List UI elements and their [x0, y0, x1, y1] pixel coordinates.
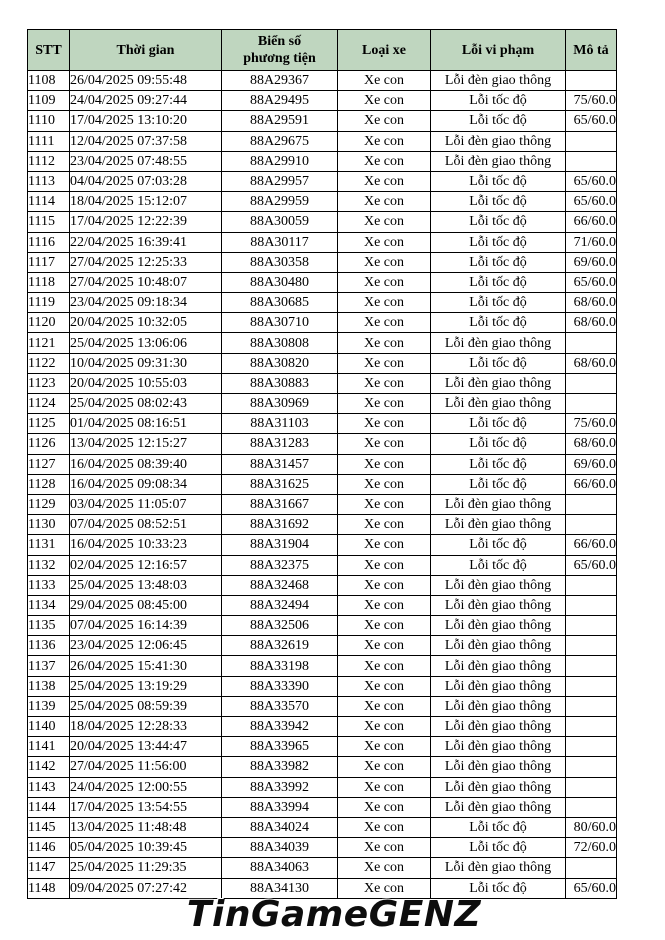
- cell-vehicle-type: Xe con: [338, 717, 431, 737]
- cell-violation: Lỗi tốc độ: [431, 817, 566, 837]
- cell-description: 65/60.0: [566, 878, 617, 898]
- cell-plate: 88A30358: [222, 252, 338, 272]
- cell-stt: 1112: [28, 151, 70, 171]
- cell-time: 16/04/2025 09:08:34: [70, 474, 222, 494]
- cell-vehicle-type: Xe con: [338, 636, 431, 656]
- cell-time: 23/04/2025 07:48:55: [70, 151, 222, 171]
- table-row: [28, 595, 617, 615]
- cell-description: 65/60.0: [566, 555, 617, 575]
- cell-description: 66/60.0: [566, 212, 617, 232]
- cell-vehicle-type: Xe con: [338, 696, 431, 716]
- table-row: [28, 535, 617, 555]
- cell-plate: 88A34024: [222, 817, 338, 837]
- cell-violation: Lỗi đèn giao thông: [431, 71, 566, 91]
- cell-violation: Lỗi tốc độ: [431, 252, 566, 272]
- cell-time: 04/04/2025 07:03:28: [70, 171, 222, 191]
- cell-plate: 88A31904: [222, 535, 338, 555]
- cell-time: 24/04/2025 09:27:44: [70, 91, 222, 111]
- cell-vehicle-type: Xe con: [338, 434, 431, 454]
- cell-plate: 88A30117: [222, 232, 338, 252]
- cell-description: [566, 394, 617, 414]
- cell-stt: 1130: [28, 515, 70, 535]
- cell-time: 23/04/2025 09:18:34: [70, 293, 222, 313]
- table-row: [28, 757, 617, 777]
- cell-vehicle-type: Xe con: [338, 616, 431, 636]
- table-row: [28, 434, 617, 454]
- table-row: [28, 494, 617, 514]
- cell-violation: Lỗi đèn giao thông: [431, 575, 566, 595]
- cell-stt: 1113: [28, 171, 70, 191]
- table-row: [28, 616, 617, 636]
- cell-vehicle-type: Xe con: [338, 474, 431, 494]
- table-row: [28, 111, 617, 131]
- table-row: [28, 171, 617, 191]
- cell-vehicle-type: Xe con: [338, 373, 431, 393]
- cell-time: 24/04/2025 12:00:55: [70, 777, 222, 797]
- table-row: [28, 717, 617, 737]
- cell-vehicle-type: Xe con: [338, 293, 431, 313]
- table-row: [28, 575, 617, 595]
- table-row: [28, 676, 617, 696]
- cell-plate: 88A33994: [222, 797, 338, 817]
- cell-plate: 88A33992: [222, 777, 338, 797]
- cell-stt: 1140: [28, 717, 70, 737]
- cell-vehicle-type: Xe con: [338, 595, 431, 615]
- cell-violation: Lỗi tốc độ: [431, 91, 566, 111]
- cell-time: 01/04/2025 08:16:51: [70, 414, 222, 434]
- table-row: [28, 151, 617, 171]
- cell-stt: 1117: [28, 252, 70, 272]
- cell-violation: Lỗi đèn giao thông: [431, 595, 566, 615]
- cell-violation: Lỗi đèn giao thông: [431, 131, 566, 151]
- cell-violation: Lỗi đèn giao thông: [431, 858, 566, 878]
- cell-violation: Lỗi tốc độ: [431, 474, 566, 494]
- cell-time: 03/04/2025 11:05:07: [70, 494, 222, 514]
- table-row: [28, 212, 617, 232]
- table-row: [28, 232, 617, 252]
- cell-description: 65/60.0: [566, 111, 617, 131]
- cell-stt: 1136: [28, 636, 70, 656]
- cell-description: [566, 333, 617, 353]
- cell-plate: 88A30969: [222, 394, 338, 414]
- cell-violation: Lỗi tốc độ: [431, 434, 566, 454]
- cell-violation: Lỗi tốc độ: [431, 313, 566, 333]
- cell-description: [566, 575, 617, 595]
- cell-vehicle-type: Xe con: [338, 535, 431, 555]
- cell-plate: 88A34063: [222, 858, 338, 878]
- cell-violation: Lỗi đèn giao thông: [431, 333, 566, 353]
- cell-description: 68/60.0: [566, 313, 617, 333]
- cell-violation: Lỗi tốc độ: [431, 878, 566, 898]
- table-row: [28, 696, 617, 716]
- cell-plate: 88A29957: [222, 171, 338, 191]
- cell-vehicle-type: Xe con: [338, 858, 431, 878]
- cell-description: [566, 151, 617, 171]
- cell-stt: 1125: [28, 414, 70, 434]
- cell-stt: 1124: [28, 394, 70, 414]
- cell-time: 26/04/2025 15:41:30: [70, 656, 222, 676]
- cell-vehicle-type: Xe con: [338, 757, 431, 777]
- cell-time: 17/04/2025 13:54:55: [70, 797, 222, 817]
- cell-time: 20/04/2025 13:44:47: [70, 737, 222, 757]
- cell-plate: 88A33942: [222, 717, 338, 737]
- cell-violation: Lỗi tốc độ: [431, 555, 566, 575]
- cell-vehicle-type: Xe con: [338, 777, 431, 797]
- cell-time: 16/04/2025 10:33:23: [70, 535, 222, 555]
- cell-stt: 1145: [28, 817, 70, 837]
- cell-vehicle-type: Xe con: [338, 171, 431, 191]
- cell-violation: Lỗi đèn giao thông: [431, 616, 566, 636]
- cell-vehicle-type: Xe con: [338, 394, 431, 414]
- cell-stt: 1144: [28, 797, 70, 817]
- cell-vehicle-type: Xe con: [338, 353, 431, 373]
- cell-violation: Lỗi đèn giao thông: [431, 394, 566, 414]
- cell-stt: 1122: [28, 353, 70, 373]
- table-body: [28, 71, 617, 899]
- cell-plate: 88A33570: [222, 696, 338, 716]
- cell-description: 69/60.0: [566, 454, 617, 474]
- cell-description: 69/60.0: [566, 252, 617, 272]
- cell-stt: 1109: [28, 91, 70, 111]
- cell-violation: Lỗi đèn giao thông: [431, 696, 566, 716]
- cell-description: 68/60.0: [566, 434, 617, 454]
- cell-stt: 1127: [28, 454, 70, 474]
- cell-description: [566, 616, 617, 636]
- cell-description: 75/60.0: [566, 414, 617, 434]
- cell-vehicle-type: Xe con: [338, 555, 431, 575]
- cell-vehicle-type: Xe con: [338, 575, 431, 595]
- cell-description: [566, 71, 617, 91]
- cell-description: 68/60.0: [566, 293, 617, 313]
- cell-plate: 88A31625: [222, 474, 338, 494]
- cell-time: 13/04/2025 12:15:27: [70, 434, 222, 454]
- table-row: [28, 797, 617, 817]
- cell-plate: 88A30710: [222, 313, 338, 333]
- cell-plate: 88A30685: [222, 293, 338, 313]
- table-row: [28, 737, 617, 757]
- table-row: [28, 394, 617, 414]
- cell-time: 25/04/2025 13:48:03: [70, 575, 222, 595]
- cell-violation: Lỗi đèn giao thông: [431, 151, 566, 171]
- table-row: [28, 858, 617, 878]
- cell-plate: 88A32375: [222, 555, 338, 575]
- cell-stt: 1139: [28, 696, 70, 716]
- cell-description: 65/60.0: [566, 171, 617, 191]
- watermark-text: TinGameGENZ: [186, 893, 482, 935]
- cell-vehicle-type: Xe con: [338, 737, 431, 757]
- cell-vehicle-type: Xe con: [338, 515, 431, 535]
- header-description: Mô tả: [566, 30, 617, 71]
- cell-stt: 1111: [28, 131, 70, 151]
- cell-time: 27/04/2025 10:48:07: [70, 272, 222, 292]
- cell-description: [566, 696, 617, 716]
- cell-stt: 1138: [28, 676, 70, 696]
- cell-violation: Lỗi đèn giao thông: [431, 373, 566, 393]
- header-violation: Lỗi vi phạm: [431, 30, 566, 71]
- cell-vehicle-type: Xe con: [338, 817, 431, 837]
- cell-stt: 1110: [28, 111, 70, 131]
- cell-description: [566, 777, 617, 797]
- cell-stt: 1123: [28, 373, 70, 393]
- table-row: [28, 353, 617, 373]
- cell-plate: 88A32494: [222, 595, 338, 615]
- table-row: [28, 414, 617, 434]
- cell-time: 10/04/2025 09:31:30: [70, 353, 222, 373]
- cell-description: [566, 494, 617, 514]
- cell-description: 65/60.0: [566, 272, 617, 292]
- cell-plate: 88A33982: [222, 757, 338, 777]
- cell-vehicle-type: Xe con: [338, 71, 431, 91]
- cell-stt: 1108: [28, 71, 70, 91]
- cell-stt: 1114: [28, 192, 70, 212]
- cell-stt: 1121: [28, 333, 70, 353]
- table-row: [28, 293, 617, 313]
- cell-time: 13/04/2025 11:48:48: [70, 817, 222, 837]
- cell-description: [566, 595, 617, 615]
- cell-violation: Lỗi tốc độ: [431, 111, 566, 131]
- cell-time: 20/04/2025 10:32:05: [70, 313, 222, 333]
- cell-time: 22/04/2025 16:39:41: [70, 232, 222, 252]
- cell-violation: Lỗi đèn giao thông: [431, 494, 566, 514]
- cell-stt: 1119: [28, 293, 70, 313]
- cell-plate: 88A31457: [222, 454, 338, 474]
- cell-violation: Lỗi đèn giao thông: [431, 797, 566, 817]
- cell-violation: Lỗi tốc độ: [431, 293, 566, 313]
- header-time: Thời gian: [70, 30, 222, 71]
- site-watermark-logo: [186, 893, 482, 935]
- cell-time: 17/04/2025 12:22:39: [70, 212, 222, 232]
- table-row: [28, 777, 617, 797]
- table-row: [28, 555, 617, 575]
- cell-violation: Lỗi tốc độ: [431, 232, 566, 252]
- cell-description: 66/60.0: [566, 535, 617, 555]
- cell-description: 65/60.0: [566, 192, 617, 212]
- cell-violation: Lỗi đèn giao thông: [431, 656, 566, 676]
- cell-vehicle-type: Xe con: [338, 797, 431, 817]
- cell-description: [566, 373, 617, 393]
- table-row: [28, 192, 617, 212]
- table-row: [28, 131, 617, 151]
- cell-plate: 88A34039: [222, 838, 338, 858]
- cell-time: 23/04/2025 12:06:45: [70, 636, 222, 656]
- cell-description: [566, 656, 617, 676]
- cell-vehicle-type: Xe con: [338, 313, 431, 333]
- cell-violation: Lỗi tốc độ: [431, 838, 566, 858]
- cell-vehicle-type: Xe con: [338, 656, 431, 676]
- cell-violation: Lỗi tốc độ: [431, 535, 566, 555]
- cell-plate: 88A32619: [222, 636, 338, 656]
- cell-stt: 1120: [28, 313, 70, 333]
- table-row: [28, 252, 617, 272]
- cell-vehicle-type: Xe con: [338, 192, 431, 212]
- cell-time: 25/04/2025 13:06:06: [70, 333, 222, 353]
- table-row: [28, 272, 617, 292]
- table-row: [28, 373, 617, 393]
- cell-violation: Lỗi tốc độ: [431, 171, 566, 191]
- cell-time: 17/04/2025 13:10:20: [70, 111, 222, 131]
- cell-violation: Lỗi đèn giao thông: [431, 717, 566, 737]
- cell-description: [566, 131, 617, 151]
- cell-violation: Lỗi đèn giao thông: [431, 636, 566, 656]
- cell-description: 72/60.0: [566, 838, 617, 858]
- cell-stt: 1115: [28, 212, 70, 232]
- cell-plate: 88A32468: [222, 575, 338, 595]
- cell-time: 16/04/2025 08:39:40: [70, 454, 222, 474]
- table-row: [28, 474, 617, 494]
- cell-stt: 1116: [28, 232, 70, 252]
- cell-stt: 1147: [28, 858, 70, 878]
- cell-vehicle-type: Xe con: [338, 676, 431, 696]
- cell-description: 68/60.0: [566, 353, 617, 373]
- cell-stt: 1134: [28, 595, 70, 615]
- cell-vehicle-type: Xe con: [338, 252, 431, 272]
- cell-time: 20/04/2025 10:55:03: [70, 373, 222, 393]
- table-row: [28, 838, 617, 858]
- table-row: [28, 333, 617, 353]
- cell-vehicle-type: Xe con: [338, 232, 431, 252]
- cell-time: 18/04/2025 15:12:07: [70, 192, 222, 212]
- cell-time: 18/04/2025 12:28:33: [70, 717, 222, 737]
- cell-vehicle-type: Xe con: [338, 494, 431, 514]
- cell-description: 71/60.0: [566, 232, 617, 252]
- cell-plate: 88A30059: [222, 212, 338, 232]
- table-row: [28, 313, 617, 333]
- cell-plate: 88A29367: [222, 71, 338, 91]
- cell-stt: 1137: [28, 656, 70, 676]
- header-plate-line2: phương tiện: [243, 51, 316, 66]
- cell-violation: Lỗi tốc độ: [431, 353, 566, 373]
- cell-vehicle-type: Xe con: [338, 414, 431, 434]
- cell-plate: 88A29591: [222, 111, 338, 131]
- cell-time: 27/04/2025 12:25:33: [70, 252, 222, 272]
- cell-description: [566, 515, 617, 535]
- cell-plate: 88A30883: [222, 373, 338, 393]
- cell-violation: Lỗi đèn giao thông: [431, 737, 566, 757]
- cell-stt: 1118: [28, 272, 70, 292]
- table-header-row: [28, 30, 617, 71]
- cell-stt: 1128: [28, 474, 70, 494]
- cell-plate: 88A31103: [222, 414, 338, 434]
- cell-stt: 1143: [28, 777, 70, 797]
- cell-violation: Lỗi đèn giao thông: [431, 777, 566, 797]
- cell-time: 07/04/2025 08:52:51: [70, 515, 222, 535]
- cell-plate: 88A31667: [222, 494, 338, 514]
- cell-violation: Lỗi đèn giao thông: [431, 515, 566, 535]
- cell-stt: 1142: [28, 757, 70, 777]
- cell-violation: Lỗi đèn giao thông: [431, 676, 566, 696]
- cell-description: [566, 757, 617, 777]
- cell-plate: 88A29959: [222, 192, 338, 212]
- table-row: [28, 91, 617, 111]
- cell-plate: 88A29910: [222, 151, 338, 171]
- cell-plate: 88A29675: [222, 131, 338, 151]
- cell-vehicle-type: Xe con: [338, 878, 431, 898]
- cell-stt: 1129: [28, 494, 70, 514]
- cell-violation: Lỗi tốc độ: [431, 454, 566, 474]
- cell-violation: Lỗi tốc độ: [431, 212, 566, 232]
- cell-plate: 88A30480: [222, 272, 338, 292]
- cell-plate: 88A31283: [222, 434, 338, 454]
- cell-vehicle-type: Xe con: [338, 91, 431, 111]
- cell-description: 80/60.0: [566, 817, 617, 837]
- cell-time: 25/04/2025 08:02:43: [70, 394, 222, 414]
- cell-time: 29/04/2025 08:45:00: [70, 595, 222, 615]
- cell-stt: 1133: [28, 575, 70, 595]
- cell-stt: 1135: [28, 616, 70, 636]
- header-stt: STT: [28, 30, 70, 71]
- cell-time: 02/04/2025 12:16:57: [70, 555, 222, 575]
- cell-plate: 88A34130: [222, 878, 338, 898]
- cell-plate: 88A32506: [222, 616, 338, 636]
- cell-plate: 88A31692: [222, 515, 338, 535]
- cell-stt: 1148: [28, 878, 70, 898]
- table-row: [28, 656, 617, 676]
- cell-description: 66/60.0: [566, 474, 617, 494]
- cell-time: 26/04/2025 09:55:48: [70, 71, 222, 91]
- cell-time: 07/04/2025 16:14:39: [70, 616, 222, 636]
- cell-vehicle-type: Xe con: [338, 212, 431, 232]
- cell-vehicle-type: Xe con: [338, 131, 431, 151]
- cell-vehicle-type: Xe con: [338, 838, 431, 858]
- cell-plate: 88A33198: [222, 656, 338, 676]
- cell-stt: 1146: [28, 838, 70, 858]
- cell-vehicle-type: Xe con: [338, 333, 431, 353]
- header-plate: [222, 30, 338, 71]
- table-row: [28, 817, 617, 837]
- cell-time: 12/04/2025 07:37:58: [70, 131, 222, 151]
- cell-description: [566, 636, 617, 656]
- cell-time: 25/04/2025 11:29:35: [70, 858, 222, 878]
- cell-violation: Lỗi tốc độ: [431, 272, 566, 292]
- cell-violation: Lỗi tốc độ: [431, 192, 566, 212]
- cell-time: 25/04/2025 13:19:29: [70, 676, 222, 696]
- table-row: [28, 71, 617, 91]
- cell-time: 25/04/2025 08:59:39: [70, 696, 222, 716]
- cell-violation: Lỗi tốc độ: [431, 414, 566, 434]
- cell-time: 09/04/2025 07:27:42: [70, 878, 222, 898]
- cell-time: 05/04/2025 10:39:45: [70, 838, 222, 858]
- cell-plate: 88A30820: [222, 353, 338, 373]
- violations-table: [27, 29, 617, 899]
- cell-vehicle-type: Xe con: [338, 454, 431, 474]
- cell-vehicle-type: Xe con: [338, 151, 431, 171]
- cell-description: [566, 717, 617, 737]
- cell-plate: 88A33965: [222, 737, 338, 757]
- table-row: [28, 636, 617, 656]
- cell-time: 27/04/2025 11:56:00: [70, 757, 222, 777]
- header-vehicle-type: Loại xe: [338, 30, 431, 71]
- cell-stt: 1131: [28, 535, 70, 555]
- cell-description: [566, 797, 617, 817]
- cell-plate: 88A29495: [222, 91, 338, 111]
- cell-vehicle-type: Xe con: [338, 272, 431, 292]
- table-row: [28, 454, 617, 474]
- cell-stt: 1126: [28, 434, 70, 454]
- cell-stt: 1141: [28, 737, 70, 757]
- cell-description: [566, 676, 617, 696]
- cell-plate: 88A33390: [222, 676, 338, 696]
- cell-plate: 88A30808: [222, 333, 338, 353]
- cell-stt: 1132: [28, 555, 70, 575]
- cell-description: [566, 737, 617, 757]
- cell-violation: Lỗi đèn giao thông: [431, 757, 566, 777]
- cell-vehicle-type: Xe con: [338, 111, 431, 131]
- table-row: [28, 515, 617, 535]
- cell-description: 75/60.0: [566, 91, 617, 111]
- header-plate-line1: Biển số: [257, 34, 302, 49]
- cell-description: [566, 858, 617, 878]
